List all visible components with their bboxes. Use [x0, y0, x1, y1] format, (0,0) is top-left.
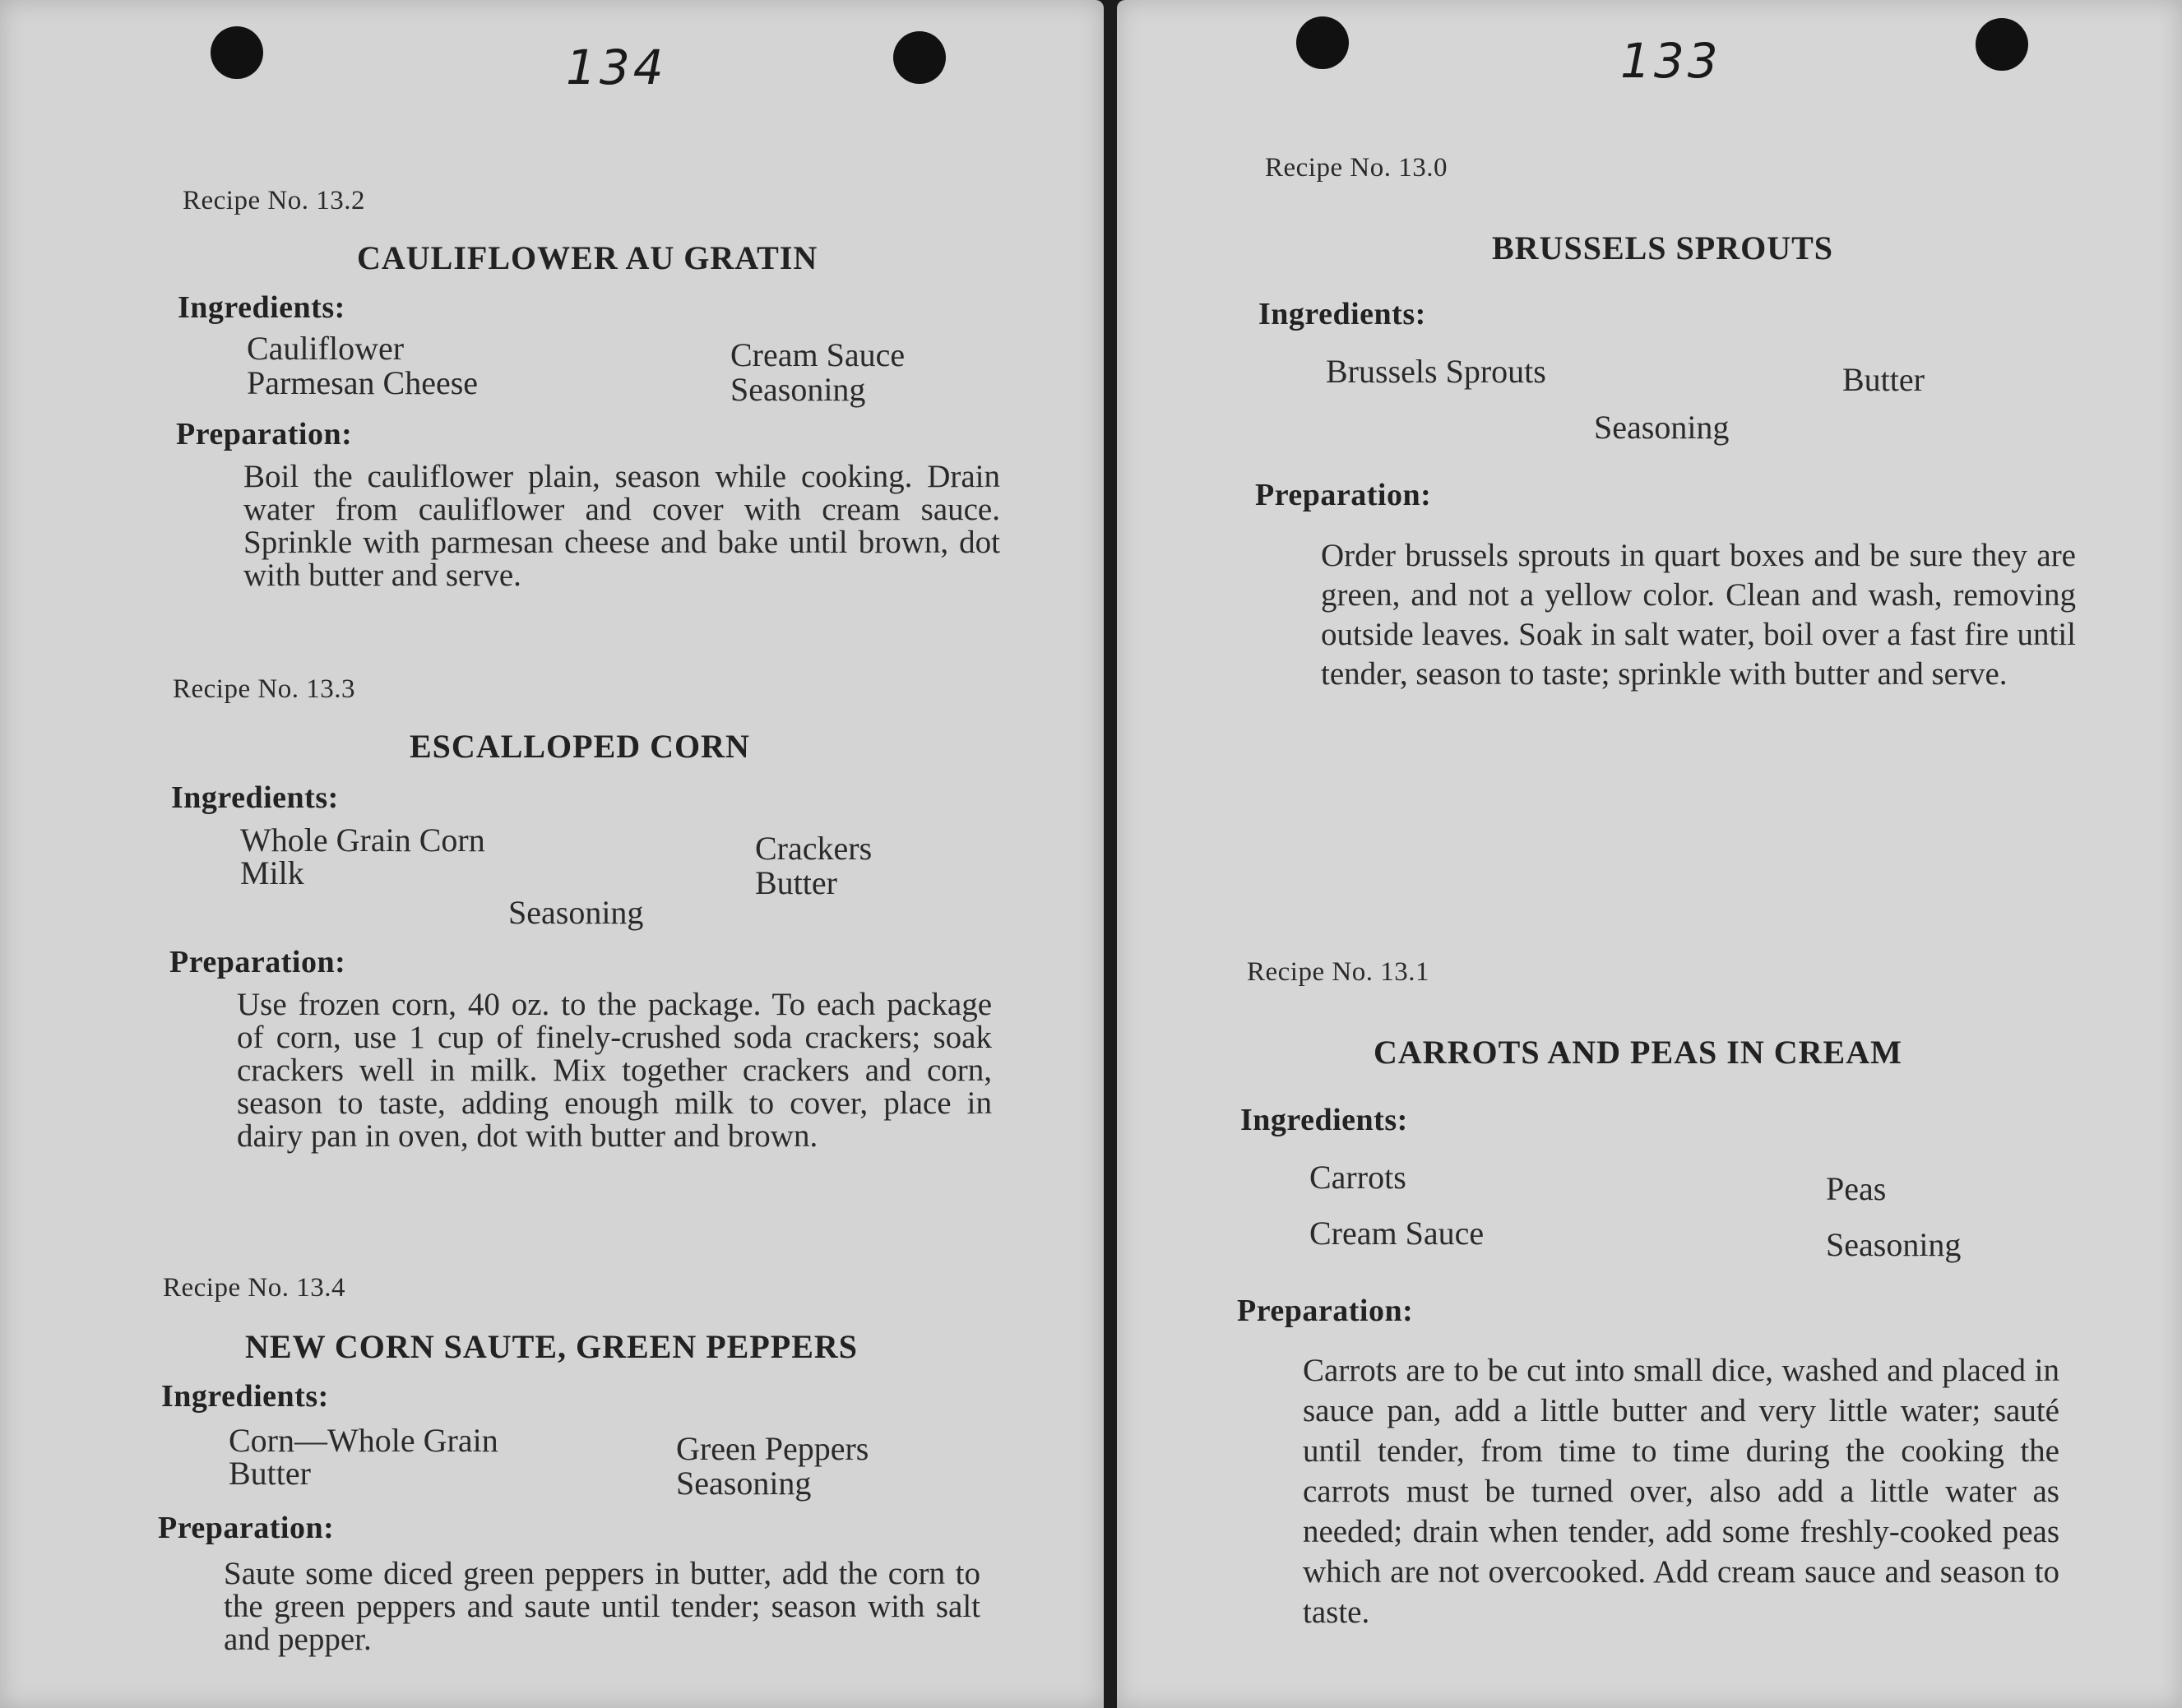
- recipe-title: CAULIFLOWER AU GRATIN: [357, 239, 818, 276]
- ingredients-label: Ingredients:: [1240, 1103, 1408, 1137]
- ingredients-label: Ingredients:: [1258, 297, 1426, 331]
- preparation-text: Use frozen corn, 40 oz. to the package. To each package of corn, use 1 cup of finely-crushed soda crackers; soak crackers well in milk. Mix together crackers and corn, season to taste, adding enough milk to cover, place in dairy pan in oven, dot with butter and brown.: [237, 987, 992, 1154]
- preparation-text: Carrots are to be cut into small dice, washed and placed in sauce pan, add a little butter and very little water; sauté until tender, from time to time during the cooking the carrots must be turned over, also add a little water as needed; drain when tender, add some freshly-cooked peas which are not overcooked. Add cream sauce and season to taste.: [1303, 1353, 2059, 1630]
- recipe-number: Recipe No. 13.3: [173, 674, 355, 704]
- ingredients-label: Ingredients:: [161, 1379, 329, 1414]
- preparation-text: Boil the cauliflower plain, season while cooking. Drain water from cauliflower and cover with cream sauce. Sprinkle with parmesan cheese and bake until brown, dot with butter and serve.: [243, 459, 1000, 593]
- preparation-text: Order brussels sprouts in quart boxes and be sure they are green, and not a yellow color. Clean and wash, removing outside leaves. Soak in salt water, boil over a fast fire until tender, season to taste; sprinkle with butter and serve.: [1321, 538, 2076, 692]
- recipe-card-right: [1117, 0, 2182, 1708]
- recipe-title: BRUSSELS SPROUTS: [1492, 229, 1834, 266]
- ingredient: Butter: [1842, 361, 1925, 398]
- page-number: 134: [566, 39, 667, 95]
- preparation-label: Preparation:: [158, 1511, 335, 1545]
- ingredient: Seasoning: [730, 371, 866, 408]
- recipe-title: CARROTS AND PEAS IN CREAM: [1374, 1034, 1902, 1071]
- ingredient: Seasoning: [676, 1465, 812, 1502]
- recipe-number: Recipe No. 13.1: [1247, 957, 1429, 987]
- ingredient: Parmesan Cheese: [247, 364, 479, 401]
- ingredient: Cream Sauce: [1309, 1215, 1485, 1252]
- ingredient: Butter: [229, 1455, 311, 1492]
- ingredients-label: Ingredients:: [178, 290, 345, 325]
- ingredient: Green Peppers: [676, 1430, 869, 1467]
- punch-hole: [211, 26, 263, 79]
- ingredient: Peas: [1826, 1170, 1887, 1207]
- punch-hole: [893, 31, 946, 84]
- preparation-label: Preparation:: [176, 417, 353, 451]
- ingredient: Seasoning: [1594, 409, 1730, 446]
- ingredient: Crackers: [755, 830, 873, 867]
- ingredient: Brussels Sprouts: [1326, 353, 1546, 390]
- ingredient: Corn—Whole Grain: [229, 1422, 498, 1459]
- page-number: 133: [1620, 33, 1721, 89]
- ingredient: Milk: [240, 854, 304, 891]
- preparation-label: Preparation:: [1237, 1294, 1414, 1328]
- recipe-number: Recipe No. 13.2: [183, 186, 365, 215]
- recipe-number: Recipe No. 13.4: [163, 1273, 345, 1303]
- punch-hole: [1296, 16, 1349, 69]
- ingredient: Butter: [755, 864, 837, 901]
- preparation-label: Preparation:: [169, 945, 346, 979]
- preparation-label: Preparation:: [1255, 478, 1432, 512]
- preparation-text: Saute some diced green peppers in butter, add the corn to the green peppers and saute until tender; season with salt and pepper.: [224, 1556, 980, 1657]
- ingredient: Cauliflower: [247, 330, 405, 367]
- recipe-title: ESCALLOPED CORN: [410, 728, 750, 765]
- punch-hole: [1976, 18, 2028, 71]
- ingredient: Cream Sauce: [730, 336, 906, 373]
- ingredient: Whole Grain Corn: [240, 822, 485, 859]
- ingredient: Carrots: [1309, 1159, 1406, 1196]
- recipe-number: Recipe No. 13.0: [1265, 153, 1448, 183]
- ingredient: Seasoning: [1826, 1226, 1962, 1263]
- ingredient: Seasoning: [508, 894, 644, 931]
- recipe-title: NEW CORN SAUTE, GREEN PEPPERS: [245, 1328, 859, 1365]
- ingredients-label: Ingredients:: [171, 780, 339, 815]
